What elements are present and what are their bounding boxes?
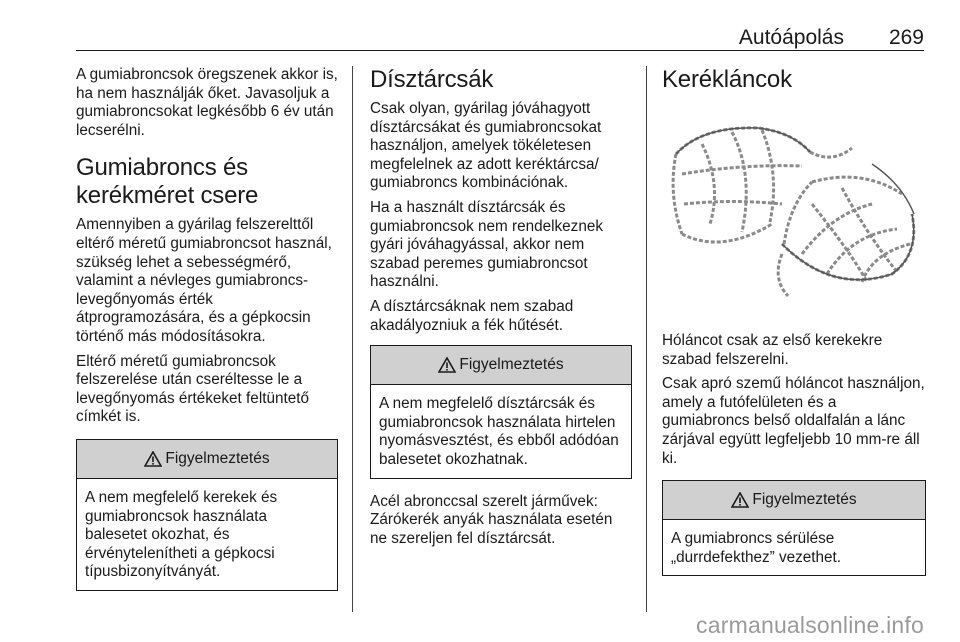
page-number: 269 <box>888 26 924 49</box>
warning-title: Figyelmeztetés <box>752 491 857 509</box>
paragraph: Acél abronccsal szerelt járművek: Zárókerék anyák használata esetén ne szereljen fel dísztárcsát. <box>370 492 613 547</box>
section-title: Autóápolás <box>738 26 844 49</box>
warning-title: Figyelmeztetés <box>459 356 564 374</box>
page-header <box>76 26 924 51</box>
heading-line: Gumiabroncs és <box>76 154 248 182</box>
snow-chain-drawing <box>662 104 926 316</box>
warning-body <box>663 520 925 575</box>
paragraph: Ha a használt dísztárcsák és gumiabroncsok nem rendelkeznek gyári jóváhagyással, akkor nem szabad peremes gumiabroncsot használni. <box>370 198 603 291</box>
warning-box <box>76 439 338 591</box>
column-divider <box>352 66 353 612</box>
warning-box <box>370 345 632 478</box>
warning-body <box>77 479 337 590</box>
warning-text: A nem megfelelő dísztárcsák és gumiabroncsok használata hirtelen nyomásvesztést, és ebből adódóan balesetet okozhatnak. <box>379 395 619 468</box>
column-1 <box>76 66 338 601</box>
section-heading-wheel-covers: Dísztárcsák <box>370 66 494 93</box>
watermark <box>0 612 960 639</box>
warning-header <box>663 481 925 520</box>
column-2 <box>370 66 632 554</box>
paragraph: Csak olyan, gyárilag jóváhagyott dísztárcsákat és gumiabroncsokat használjon, amelyek tökéletesen megfelelnek az adott keréktárcsa/ gumiabroncs kombinációnak. <box>370 100 602 192</box>
warning-triangle-icon <box>438 357 456 373</box>
paragraph: Csak apró szemű hóláncot használjon, amely a futófelületen és a gumiabroncs belső oldalfalán a lánc zárjával együtt legfeljebb 10 mm-re áll ki. <box>662 375 925 467</box>
warning-header <box>77 440 337 479</box>
warning-text: A gumiabroncs sérülése „durrdefekthez” vezethet. <box>671 530 842 566</box>
snow-chain-illustration <box>662 104 926 316</box>
warning-title: Figyelmeztetés <box>165 449 270 467</box>
watermark-text: carmanualsonline.info <box>696 612 924 638</box>
warning-box <box>662 480 926 576</box>
paragraph: Hóláncot csak az első kerekekre szabad felszerelni. <box>662 332 883 368</box>
warning-text: A nem megfelelő kerekek és gumiabroncsok használata balesetet okozhat, és érvénytelenítheti a gépkocsi típusbizonyítványát. <box>85 488 278 581</box>
warning-triangle-icon <box>144 451 162 467</box>
warning-triangle-icon <box>731 492 749 508</box>
warning-body <box>371 385 631 477</box>
column-3 <box>662 66 926 586</box>
section-heading-snow-chains: Kerékláncok <box>662 66 792 93</box>
paragraph: A dísztárcsáknak nem szabad akadályozniuk a fék hűtését. <box>370 297 574 334</box>
paragraph: Eltérő méretű gumiabroncsok felszerelése után cseréltesse le a levegőnyomás értékeket feltüntető címkét is. <box>76 352 309 426</box>
intro-paragraph: A gumiabroncsok öregszenek akkor is, ha nem használják őket. Javasoljuk a gumiabroncsokat legkésőbb 6 év után lecserélni. <box>76 66 338 139</box>
section-heading-tyre-change <box>76 154 338 210</box>
column-divider <box>646 66 647 612</box>
heading-line: kerékméret csere <box>76 182 259 210</box>
warning-header <box>371 346 631 385</box>
paragraph: Amennyiben a gyárilag felszerelttől eltérő méretű gumiabroncsot használ, szükség lehet a sebességmérő, valamint a névleges gumiabroncs-levegőnyomás érték átprogramozására, és a gépkocsin történő más módosításokra. <box>76 216 332 345</box>
